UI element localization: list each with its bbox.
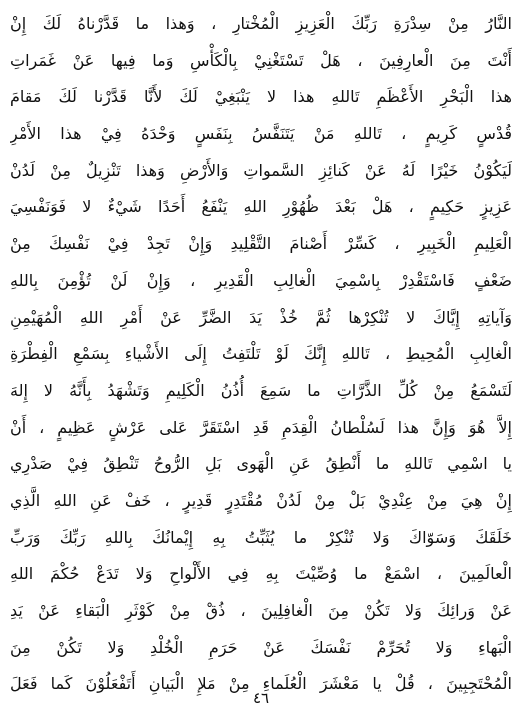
text-line: لَيَكُوْنُ خَيْرًا لَهُ عَنْ كَنائِزِ السَّمواتِ وَالأَرْضِ وَهذا تَنْزِيلٌ مِنْ لَدُنْ bbox=[10, 160, 512, 180]
text-line: الْبَهاءِ وَلا تُحَرِّمْ نَفْسَكَ عَنْ حَرَمِ الْخُلْدِ وَلا تَكُنْ مِنَ bbox=[10, 637, 512, 657]
text-line: النَّارُ مِنْ سِدْرَةِ رَبِّكَ الْعَزِيزِ الْمُخْتارِ ، وَهذا ما قَدَّرْناهُ لَكَ إِنْ bbox=[10, 14, 512, 33]
text-line: الْمُحْتَجِبِينَ ، قُلْ يا مَعْشَرَ الْعُلَماءِ مِنْ مَلإِ الْبَيانِ أَتَفْعَلُوْنَ كَما فَعَلَ bbox=[10, 674, 512, 694]
text-line: عَنْ وَرائِكَ وَلا تَكُنْ مِنَ الْغافِلِينَ ، ذُقْ مِنْ كَوْثَرِ الْبَقاءِ عَنْ يَدِ bbox=[10, 601, 512, 620]
text-line: ضَعْفٍ فَاسْتَقْدِرْ بِاسْمِيَ الْغالِبِ الْقَدِيرِ ، وَإِنْ لَنْ تُؤْمِنَ بِاللهِ bbox=[10, 270, 512, 290]
text-line: خَلَقَكَ وَسَوّاكَ وَلا تُنْكِرْ ما يُثَبِّتُ بِهِ إِيْمانُكَ بِاللهِ رَبِّكَ وَرَبِّ bbox=[10, 527, 512, 547]
text-line: قُدْسٍ كَرِيمٍ ، تَاللهِ مَنْ يَتَنَفَّسُ بِنَفَسٍ وَحْدَهُ فِيْ هذا الأَمْرِ bbox=[10, 124, 512, 144]
text-line: لَتَسْمَعُ مِنْ كُلِّ الذَّرَّاتِ ما سَمِعَ أُذُنُ الْكَلِيمِ وَتَشْهَدُ بِأَنَّهُ لا إِلهَ bbox=[10, 380, 512, 400]
text-line: يا اسْمِي تَاللهِ ما أَنْطِقُ عَنِ الْهَوى بَلِ الرُّوحُ تَنْطِقُ فِيْ صَدْرِي bbox=[10, 454, 512, 474]
text-line: هذا الْبَحْرِ الأَعْظَمِ تَاللهِ هذا لا يَنْبَغِيْ لَكَ لأَنَّا قَدَّرْنا لَكَ مَقامَ bbox=[10, 87, 512, 107]
text-line: إِلاَّ هُوَ وَإِنَّ هذا لَسُلْطانُ الْقِدَمِ قَدِ اسْتَقَرَّ عَلى عَرْشٍ عَظِيمٍ ، أَنْ bbox=[10, 417, 512, 437]
text-line: الْعالَمِينَ ، اسْمَعْ ما وُصِّيْتَ بِهِ فِي الأَلْواحِ وَلا تَدَعْ حُكْمَ اللهِ bbox=[10, 564, 512, 584]
text-line: أَنْتَ مِنَ الْعارِفِينَ ، هَلْ تَسْتَغْنِيْ بِالْكَأْسِ وَما فِيها عَنْ غَمَراتِ bbox=[10, 50, 512, 70]
text-line: الْغالِبِ الْمُحِيطِ ، تَاللهِ إِنَّكَ لَوْ تَلْتَفِتُ إِلَى الأَشْياءِ بِسَمْعِ الْفِطْرَةِ bbox=[10, 344, 512, 364]
text-line: إِنْ هِيَ مِنْ عِنْدِيْ بَلْ مِنْ لَدُنْ مُقْتَدِرٍ قَدِيرٍ ، خَفْ عَنِ اللهِ الَّذِي bbox=[10, 490, 512, 510]
text-line: الْعَلِيمِ الْخَبِيرِ ، كَسِّرْ أَصْنامَ التَّقْلِيدِ وَإِنْ تَجِدْ فِيْ نَفْسِكَ مِنْ bbox=[10, 234, 512, 254]
text-line: وَآياتِهِ إِيَّاكَ لا تُنْكِرْها ثُمَّ خُذْ يَدَ الضَّرِّ عَنْ أَمْرِ اللهِ الْمُهَيْمِنِ bbox=[10, 307, 512, 327]
body-text bbox=[10, 6, 512, 703]
page-number: ٤٦ bbox=[252, 689, 270, 707]
text-line: عَزِيزٍ حَكِيمٍ ، هَلْ بَعْدَ ظُهُوْرِ اللهِ يَنْفَعُ أَحَدًا شَيْءٌ لا فَوَنَفْسِيَ bbox=[10, 197, 512, 217]
